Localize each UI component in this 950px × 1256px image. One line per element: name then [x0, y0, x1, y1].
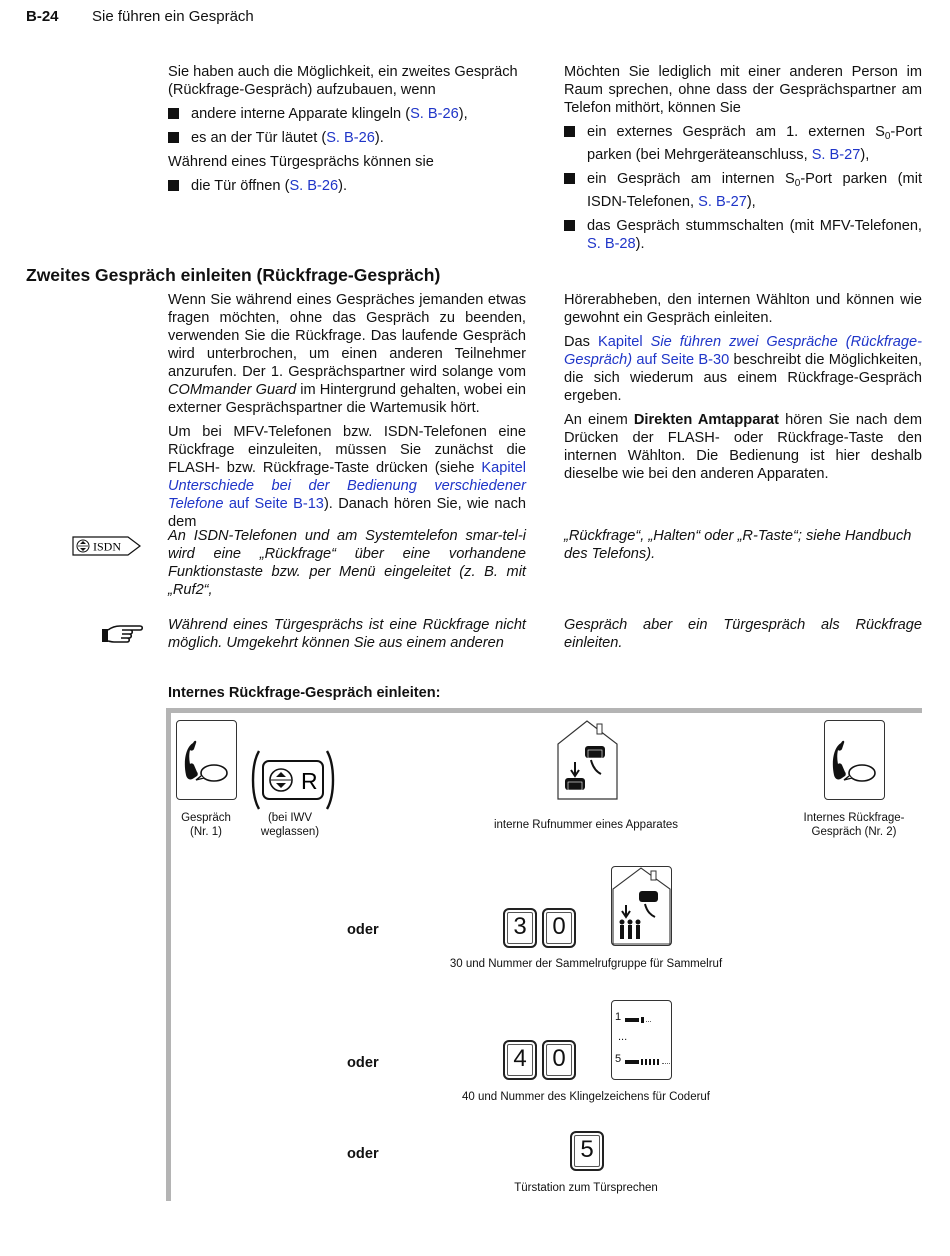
page-link[interactable]: S. B-26 [410, 106, 459, 122]
section-paragraph: An einem Direkten Amtapparat hören Sie nach dem Drücken der FLASH- oder Rückfrage-Taste den internen Wählton. Die Bedienung ist hier deshalb dieselbe wie bei den anderen Apparaten. [564, 412, 922, 482]
caption-row3: 40 und Nummer des Klingelzeichens für Coderuf [461, 1091, 711, 1103]
intro-left-paragraph: Während eines Türgesprächs können sie [168, 154, 434, 170]
page-link[interactable]: S. B-27 [698, 194, 747, 210]
flash-r-key-icon [249, 749, 337, 811]
intro-left-paragraph: Sie haben auch die Möglichkeit, ein zweites Gespräch (Rückfrage-Gespräch) aufzubauen, wenn [168, 64, 518, 98]
oder-label: oder [347, 1055, 379, 1071]
key-0: 0 [542, 1040, 576, 1080]
pointing-hand-icon [100, 623, 144, 647]
caption-call: Gespräch (Nr. 1) [181, 812, 231, 838]
page-link[interactable]: S. B-27 [811, 147, 861, 163]
display-ring-codes-icon: 1 ... 5 [611, 1000, 672, 1080]
list-item: die Tür öffnen (S. B-26). [168, 177, 528, 195]
chapter-link[interactable]: Kapitel Unterschiede bei der Bedienung verschiedener Telefone auf Seite B-13 [168, 460, 526, 512]
caption-row4: Türstation zum Türsprechen [514, 1182, 658, 1194]
oder-label: oder [347, 1146, 379, 1162]
list-item: ein externes Gespräch am 1. externen $S_0$-Port parken (bei Mehrgeräteanschluss, S. B-27), [564, 123, 922, 164]
caption-second-call: Internes Rückfrage- Gespräch (Nr. 2) [803, 812, 905, 838]
intro-left-column [168, 63, 528, 201]
list-item: andere interne Apparate klingeln (S. B-26), [168, 105, 528, 123]
page-number: B-24 [26, 8, 59, 25]
caption-r-key: (bei IWV weglassen) [260, 812, 320, 838]
section-right-column [564, 291, 922, 489]
isdn-note-right: „Rückfrage“, „Halten“ oder „R-Taste“; siehe Handbuch des Telefons). [564, 528, 912, 562]
section-paragraph: Um bei MFV-Telefonen bzw. ISDN-Telefonen eine Rückfrage einzuleiten, müssen Sie zunächst die FLASH- bzw. Rückfrage-Taste drücken (siehe Kapitel Unterschiede bei der Bedienung verschiedener Telefone auf Seite B-13). Danach hören Sie, wie nach dem [168, 424, 526, 530]
svg-text:R: R [301, 768, 318, 794]
page-link[interactable]: S. B-26 [326, 130, 375, 146]
oder-label: oder [347, 922, 379, 938]
figure-title: Internes Rückfrage-Gespräch einleiten: [168, 685, 441, 701]
page-link[interactable]: S. B-26 [289, 178, 339, 194]
handset-lifted-icon [824, 720, 885, 800]
isdn-icon [72, 535, 142, 557]
caption-row2: 30 und Nummer der Sammelrufgruppe für Sammelruf [449, 958, 723, 970]
key-4: 4 [503, 1040, 537, 1080]
section-left-column [168, 291, 526, 537]
hint-note-left: Während eines Türgesprächs ist eine Rückfrage nicht möglich. Umgekehrt können Sie aus einem anderen [168, 617, 526, 651]
hint-note-right: Gespräch aber ein Türgespräch als Rückfrage einleiten. [564, 617, 922, 651]
internal-extension-icon [557, 720, 618, 800]
key-0: 0 [542, 908, 576, 948]
list-item: das Gespräch stummschalten (mit MFV-Telefonen, S. B-28). [564, 217, 922, 253]
page-link[interactable]: S. B-28 [587, 236, 636, 252]
section-paragraph: Wenn Sie während eines Gespräches jemanden etwas fragen möchten, ohne das Gespräch zu beenden, verwenden Sie die Rückfrage. Das laufende Gespräch wird unterbrochen, um einen anderen Teilnehmer anzurufen. Der 1. Gesprächspartner wird solange vom COMmander Guard im Hintergrund gehalten, wobei ein externer Gesprächspartner die Wartemusik hört. [168, 292, 526, 416]
running-title: Sie führen ein Gespräch [92, 8, 254, 25]
key-5: 5 [570, 1131, 604, 1171]
intro-right-paragraph: Möchten Sie lediglich mit einer anderen Person im Raum sprechen, ohne dass der Gesprächspartner am Telefon mithört, können Sie [564, 64, 922, 116]
handset-lifted-icon [176, 720, 237, 800]
svg-text:ISDN: ISDN [93, 539, 122, 554]
list-item: es an der Tür läutet (S. B-26). [168, 129, 528, 147]
section-paragraph: Das Kapitel Sie führen zwei Gespräche (Rückfrage-Gespräch) auf Seite B-30 beschreibt die Möglichkeiten, die sich wiederum aus einem Rückfrage-Gespräch ergeben. [564, 334, 922, 404]
group-call-icon [611, 866, 672, 946]
intro-right-column [564, 63, 922, 259]
chapter-link[interactable]: Kapitel Sie führen zwei Gespräche (Rückfrage-Gespräch) auf Seite B-30 [564, 334, 922, 368]
caption-internal-number: interne Rufnummer eines Apparates [493, 819, 679, 831]
list-item: ein Gespräch am internen $S_0$-Port parken (mit ISDN-Telefonen, S. B-27), [564, 170, 922, 211]
section-paragraph: Hörerabheben, den internen Wählton und können wie gewohnt ein Gespräch einleiten. [564, 292, 922, 326]
key-3: 3 [503, 908, 537, 948]
section-heading: Zweites Gespräch einleiten (Rückfrage-Gespräch) [26, 265, 441, 285]
isdn-note-left: An ISDN-Telefonen und am Systemtelefon smar-tel-i wird eine „Rückfrage“ über eine vorhandene Funktionstaste bzw. per Menü eingeleitet (z. B. mit „Ruf2“, [168, 528, 526, 598]
